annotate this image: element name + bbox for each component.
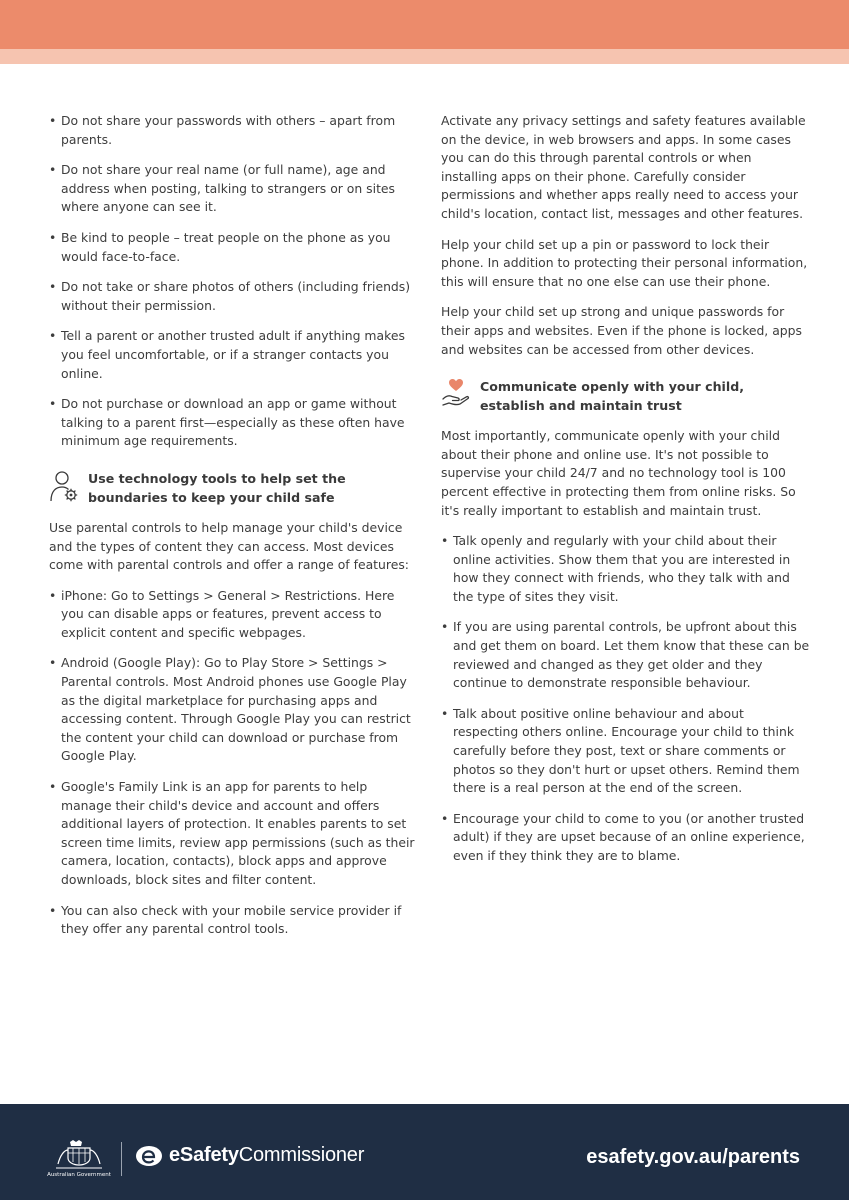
section-heading-text: Communicate openly with your child, establish and maintain trust [480, 379, 744, 414]
footer-divider [121, 1142, 122, 1176]
parental-controls-list [49, 587, 419, 939]
section-heading-communicate [441, 377, 811, 415]
australian-government-crest-logo [46, 1138, 112, 1178]
footer [0, 1104, 849, 1200]
list-item: • Encourage your child to come to you (or another trusted adult) if they are upset because of an online experience, even if they think they are to blame. [441, 810, 811, 866]
paragraph-strong-passwords: Help your child set up strong and unique passwords for their apps and websites. Even if the phone is locked, apps and websites can be accessed from other devices. [441, 304, 802, 357]
esafety-e-logo-icon [135, 1145, 163, 1167]
person-gear-icon [49, 469, 79, 503]
list-item: • Do not take or share photos of others (including friends) without their permission. [49, 278, 419, 315]
footer-url-link[interactable]: esafety.gov.au/parents [586, 1146, 800, 1168]
right-column [441, 112, 811, 880]
list-item: • Tell a parent or another trusted adult if anything makes you feel uncomfortable, or if a stranger contacts you online. [49, 327, 419, 383]
paragraph-pin-password: Help your child set up a pin or password to lock their phone. In addition to protecting their personal information, this will ensure that no one else can use their phone. [441, 236, 808, 289]
esafety-commissioner-logo [135, 1144, 364, 1167]
paragraph-privacy-settings: Activate any privacy settings and safety features available on the device, in web browsers and apps. In some cases you can do this through parental controls or when installing apps on their phone. Carefully consider permissions and whether apps really need to access your child's location, contact list, messages and other features. [441, 113, 806, 221]
list-item: • You can also check with your mobile service provider if they offer any parental control tools. [49, 902, 419, 939]
heart-hand-icon [441, 377, 471, 411]
section-heading-technology-tools [49, 469, 419, 507]
svg-text:Australian Government: Australian Government [47, 1172, 111, 1178]
left-column [49, 112, 419, 953]
list-item: • Be kind to people – treat people on the phone as you would face-to-face. [49, 229, 419, 266]
safety-tips-list [49, 112, 419, 451]
section-intro: Most importantly, communicate openly with your child about their phone and online use. It's not possible to supervise your child 24/7 and no technology tool is 100 percent effective in protecting them from online risks. So it's really important to establish and maintain trust. [441, 428, 796, 518]
communication-tips-list [441, 532, 811, 866]
section-intro: Use parental controls to help manage your child's device and the types of content they can access. Most devices come with parental controls and offer a range of features: [49, 519, 409, 573]
list-item: • Android (Google Play): Go to Play Store > Settings > Parental controls. Most Android phones use Google Play as the digital marketplace for purchasing apps and accessing content. Through Google Play you can restrict the content your child can download or purchase from Google Play. [49, 654, 419, 766]
list-item: • Do not share your passwords with others – apart from parents. [49, 112, 419, 149]
top-color-subband [0, 49, 849, 64]
list-item: • Talk openly and regularly with your child about their online activities. Show them that you are interested in how they connect with friends, who they talk with and the type of sites they visit. [441, 532, 811, 606]
top-color-band [0, 0, 849, 49]
list-item: • iPhone: Go to Settings > General > Restrictions. Here you can disable apps or features, prevent access to explicit content and specific webpages. [49, 587, 419, 643]
brand-name: eSafetyCommissioner [169, 1144, 365, 1166]
section-heading-text: Use technology tools to help set the boundaries to keep your child safe [88, 470, 346, 505]
list-item: • Talk about positive online behaviour and about respecting others online. Encourage your child to think carefully before they post, text or share comments or photos so they don't hurt or upset others. Remind them there is a real person at the end of the screen. [441, 705, 811, 798]
list-item: • Google's Family Link is an app for parents to help manage their child's device and account and offers additional layers of protection. It enables parents to set screen time limits, review app permissions (such as their camera, location, contacts), block apps and approve downloads, block sites and filter content. [49, 778, 419, 890]
list-item: • If you are using parental controls, be upfront about this and get them on board. Let them know that these can be reviewed and changed as they get older and they continue to demonstrate responsible behaviour. [441, 618, 811, 692]
list-item: • Do not purchase or download an app or game without talking to a parent first—especially as these often have minimum age requirements. [49, 395, 419, 451]
list-item: • Do not share your real name (or full name), age and address when posting, talking to strangers or on sites where anyone can see it. [49, 161, 419, 217]
